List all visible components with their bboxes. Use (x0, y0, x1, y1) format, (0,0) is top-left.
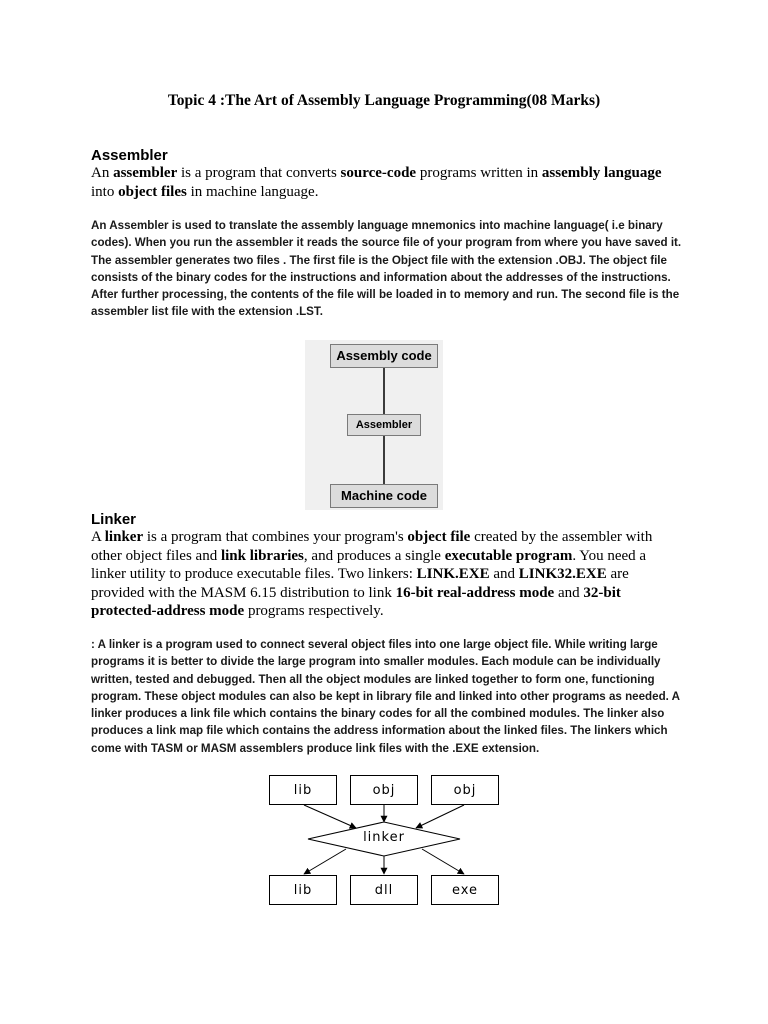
bold-term: LINK.EXE (416, 566, 490, 582)
text-run: and (554, 584, 584, 601)
linker-detail: : A linker is a program used to connect several object files into one large object file. While writing large programs it is better to divide the large program into smaller modules. Each module can be individually written, tested and debugged. Then all the object modules are linked together to form one, functioning program. These object modules can also be kept in library file and linked into other programs as needed. A linker produces a link file which contains the binary codes for all the combined modules. The linker also produces a link map file which contains the address information about the linked files. The linkers which come with TASM or MASM assemblers produce link files with the .EXE extension. (91, 638, 680, 755)
text-run: An (91, 165, 114, 181)
linker-diagram (266, 770, 502, 910)
arrow-exe-out (422, 849, 464, 874)
output-exe-box: exe (431, 875, 499, 905)
text-run: is a program that combines your program's (143, 529, 408, 545)
output-dll-box: dll (350, 875, 418, 905)
assembler-intro (91, 164, 681, 201)
text-run: programs respectively. (244, 603, 384, 619)
text-run: into (91, 183, 119, 200)
bold-term: link libraries (220, 547, 304, 564)
arrow-lib-out (304, 849, 346, 874)
page-title: Topic 4 :The Art of Assembly Language Programming(08 Marks) (167, 92, 601, 109)
input-obj2-box: obj (431, 775, 499, 805)
text-run: and (489, 566, 519, 582)
arrow-obj2-in (416, 805, 464, 828)
linker-intro (91, 528, 681, 621)
text-run: is a program that converts (177, 165, 341, 181)
linker-label: linker (363, 830, 405, 845)
bold-term: 16-bit real-address mode (395, 584, 555, 601)
text-run: in machine language. (186, 183, 319, 200)
text-run: . You need a linker utility to produce executable files. Two linkers: (91, 547, 647, 582)
output-lib-box: lib (269, 875, 337, 905)
bold-term: LINK32.EXE (518, 566, 607, 582)
text-run: , and produces a single (303, 547, 445, 564)
bold-term: executable program (444, 547, 573, 564)
arrow-lib-in (304, 805, 356, 828)
bold-term: object file (407, 529, 471, 545)
bold-term: assembly language (541, 165, 662, 181)
assembly-code-box: Assembly code (330, 344, 438, 368)
text-run: are provided with the MASM 6.15 distribution to link (91, 566, 629, 601)
assembler-heading: Assembler (91, 147, 168, 164)
machine-code-box: Machine code (330, 484, 438, 508)
text-run: programs written in (416, 165, 542, 181)
text-run: created by the assembler with other object files and (91, 529, 653, 564)
assembler-flow-diagram (305, 340, 443, 510)
assembler-detail: An Assembler is used to translate the assembly language mnemonics into machine language( i.e binary codes). When you run the assembler it reads the source file of your program from where you have saved it. The assembler generates two files . The first file is the Object file with the extension .OBJ. The object file consists of the binary codes for the instructions and information about the addresses of the instructions. After further processing, the contents of the file will be loaded in to memory and run. The second file is the assembler list file with the extension .LST. (91, 219, 682, 319)
bold-term: source-code (340, 165, 417, 181)
assembler-box: Assembler (347, 414, 421, 436)
bold-term: assembler (113, 165, 178, 181)
bold-term: object files (118, 183, 187, 200)
input-obj-box: obj (350, 775, 418, 805)
text-run: A (91, 529, 105, 545)
input-lib-box: lib (269, 775, 337, 805)
bold-term: 32-bit protected-address mode (91, 584, 621, 619)
linker-heading: Linker (91, 511, 137, 528)
bold-term: linker (104, 529, 144, 545)
